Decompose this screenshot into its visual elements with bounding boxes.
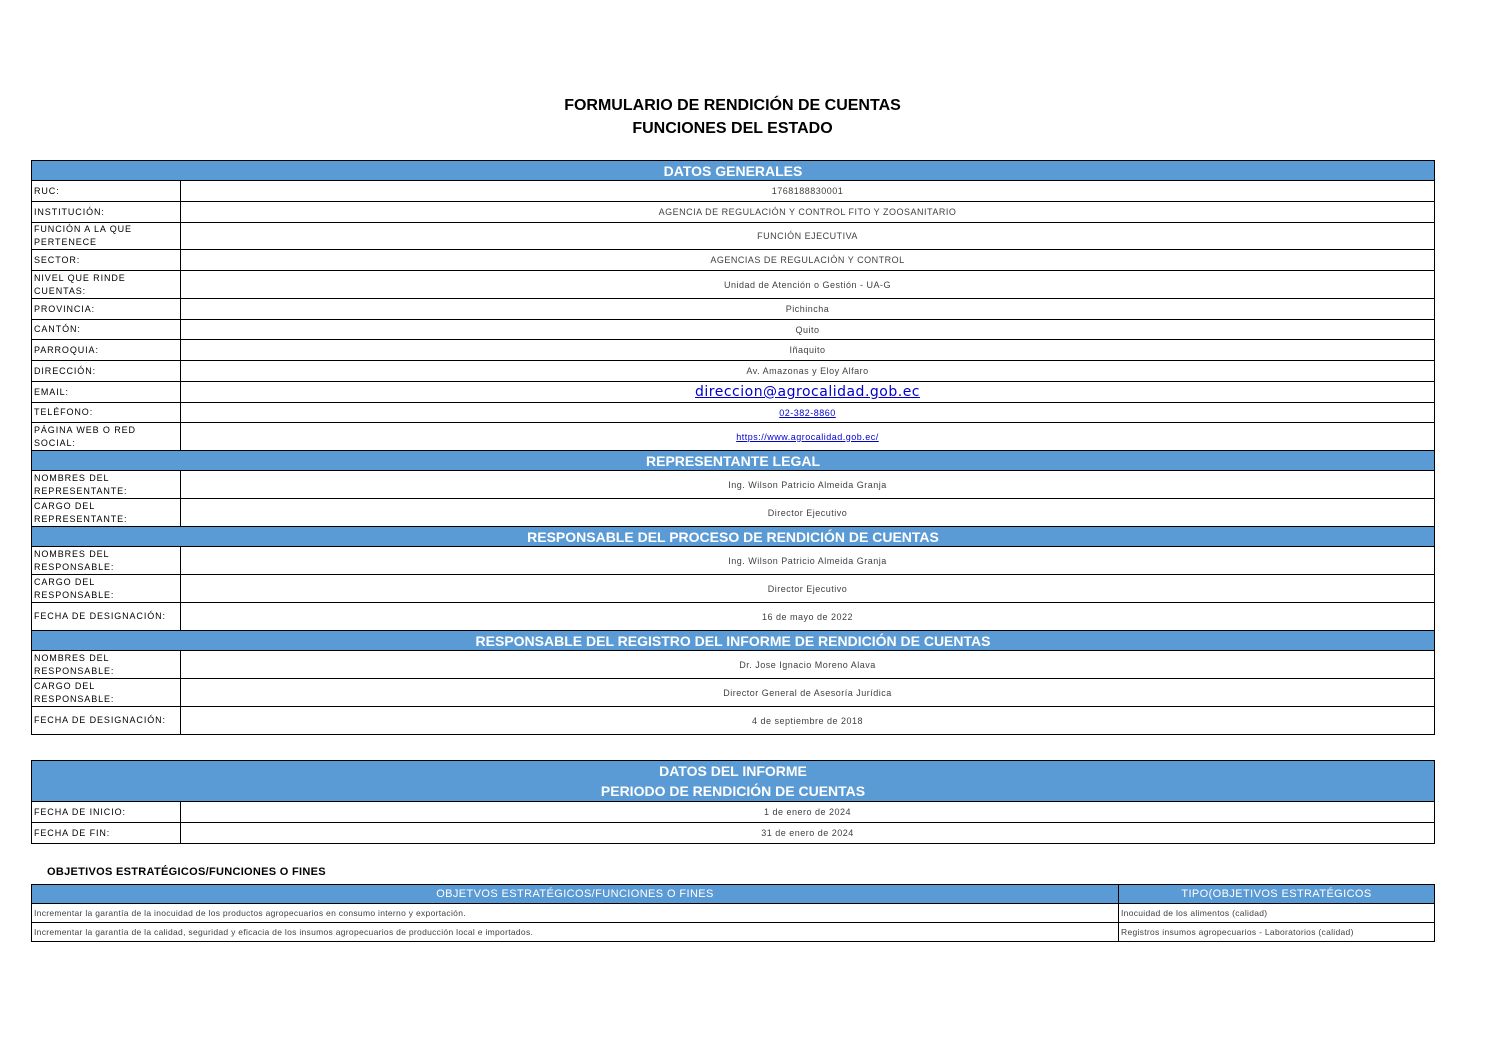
- value-cargo-representante: Director Ejecutivo: [181, 499, 1435, 527]
- form-title: FORMULARIO DE RENDICIÓN DE CUENTAS: [564, 97, 901, 114]
- website-link[interactable]: https://www.agrocalidad.gob.ec/: [736, 431, 879, 442]
- objetivos-section-title: OBJETIVOS ESTRATÉGICOS/FUNCIONES O FINES: [47, 866, 326, 878]
- label-parroquia: PARROQUIA:: [32, 340, 181, 361]
- tipo-cell: Registros insumos agropecuarios - Laboratorios (calidad): [1119, 923, 1435, 942]
- value-nombres-representante: Ing. Wilson Patricio Almeida Granja: [181, 471, 1435, 499]
- label-cargo-representante: CARGO DEL REPRESENTANTE:: [32, 499, 181, 527]
- table-row: [32, 923, 1435, 942]
- datos-informe-table: [31, 760, 1435, 844]
- label-telefono: TELÉFONO:: [32, 403, 181, 423]
- label-ruc: RUC:: [32, 181, 181, 202]
- label-canton: CANTÓN:: [32, 320, 181, 340]
- phone-link[interactable]: 02-382-8860: [779, 407, 836, 418]
- value-fecha-designacion-proceso: 16 de mayo de 2022: [181, 603, 1435, 631]
- label-cargo-responsable-registro: CARGO DEL RESPONSABLE:: [32, 679, 181, 707]
- datos-generales-table: [31, 160, 1435, 735]
- objetivo-cell: Incrementar la garantía de la inocuidad de los productos agropecuarios en consumo interno y exportación.: [32, 904, 1119, 923]
- section-heading-responsable-registro: RESPONSABLE DEL REGISTRO DEL INFORME DE RENDICIÓN DE CUENTAS: [32, 631, 1435, 651]
- label-fecha-inicio: FECHA DE INICIO:: [32, 802, 181, 823]
- label-funcion: FUNCIÓN A LA QUE PERTENECE: [32, 223, 181, 250]
- value-fecha-fin: 31 de enero de 2024: [181, 823, 1435, 844]
- label-direccion: DIRECCIÓN:: [32, 361, 181, 382]
- section-heading-datos-generales: DATOS GENERALES: [32, 161, 1435, 181]
- section-heading-datos-informe: DATOS DEL INFORME: [32, 761, 1435, 781]
- value-provincia: Pichincha: [181, 299, 1435, 320]
- label-fecha-designacion-registro: FECHA DE DESIGNACIÓN:: [32, 707, 181, 735]
- section-heading-representante-legal: REPRESENTANTE LEGAL: [32, 451, 1435, 471]
- email-link[interactable]: direccion@agrocalidad.gob.ec: [695, 384, 920, 400]
- value-nombres-responsable-proceso: Ing. Wilson Patricio Almeida Granja: [181, 547, 1435, 575]
- value-institucion: AGENCIA DE REGULACIÓN Y CONTROL FITO Y ZOOSANITARIO: [181, 202, 1435, 223]
- value-sector: AGENCIAS DE REGULACIÓN Y CONTROL: [181, 250, 1435, 271]
- section-heading-responsable-proceso: RESPONSABLE DEL PROCESO DE RENDICIÓN DE CUENTAS: [32, 527, 1435, 547]
- label-institucion: INSTITUCIÓN:: [32, 202, 181, 223]
- value-parroquia: Iñaquito: [181, 340, 1435, 361]
- label-cargo-responsable-proceso: CARGO DEL RESPONSABLE:: [32, 575, 181, 603]
- value-canton: Quito: [181, 320, 1435, 340]
- value-cargo-responsable-proceso: Director Ejecutivo: [181, 575, 1435, 603]
- label-nombres-responsable-proceso: NOMBRES DEL RESPONSABLE:: [32, 547, 181, 575]
- label-sector: SECTOR:: [32, 250, 181, 271]
- label-provincia: PROVINCIA:: [32, 299, 181, 320]
- value-fecha-inicio: 1 de enero de 2024: [181, 802, 1435, 823]
- value-ruc: 1768188830001: [181, 181, 1435, 202]
- value-nivel: Unidad de Atención o Gestión - UA-G: [181, 271, 1435, 299]
- objetivos-table: [31, 884, 1435, 942]
- section-heading-periodo: PERIODO DE RENDICIÓN DE CUENTAS: [32, 781, 1435, 802]
- table-row: [32, 904, 1435, 923]
- label-nombres-responsable-registro: NOMBRES DEL RESPONSABLE:: [32, 651, 181, 679]
- value-fecha-designacion-registro: 4 de septiembre de 2018: [181, 707, 1435, 735]
- objetivos-col-header: OBJETVOS ESTRATÉGICOS/FUNCIONES O FINES: [32, 885, 1119, 904]
- objetivo-cell: Incrementar la garantía de la calidad, seguridad y eficacia de los insumos agropecuarios de producción local e importados.: [32, 923, 1119, 942]
- value-direccion: Av. Amazonas y Eloy Alfaro: [181, 361, 1435, 382]
- tipo-cell: Inocuidad de los alimentos (calidad): [1119, 904, 1435, 923]
- label-pagina-web: PÁGINA WEB O RED SOCIAL:: [32, 423, 181, 451]
- label-nombres-representante: NOMBRES DEL REPRESENTANTE:: [32, 471, 181, 499]
- label-fecha-designacion-proceso: FECHA DE DESIGNACIÓN:: [32, 603, 181, 631]
- form-subtitle: FUNCIONES DEL ESTADO: [632, 120, 833, 137]
- label-nivel: NIVEL QUE RINDE CUENTAS:: [32, 271, 181, 299]
- value-nombres-responsable-registro: Dr. Jose Ignacio Moreno Alava: [181, 651, 1435, 679]
- value-funcion: FUNCIÓN EJECUTIVA: [181, 223, 1435, 250]
- tipo-col-header: TIPO(OBJETIVOS ESTRATÉGICOS: [1119, 885, 1435, 904]
- label-email: EMAIL:: [32, 382, 181, 403]
- value-cargo-responsable-registro: Director General de Asesoría Jurídica: [181, 679, 1435, 707]
- label-fecha-fin: FECHA DE FIN:: [32, 823, 181, 844]
